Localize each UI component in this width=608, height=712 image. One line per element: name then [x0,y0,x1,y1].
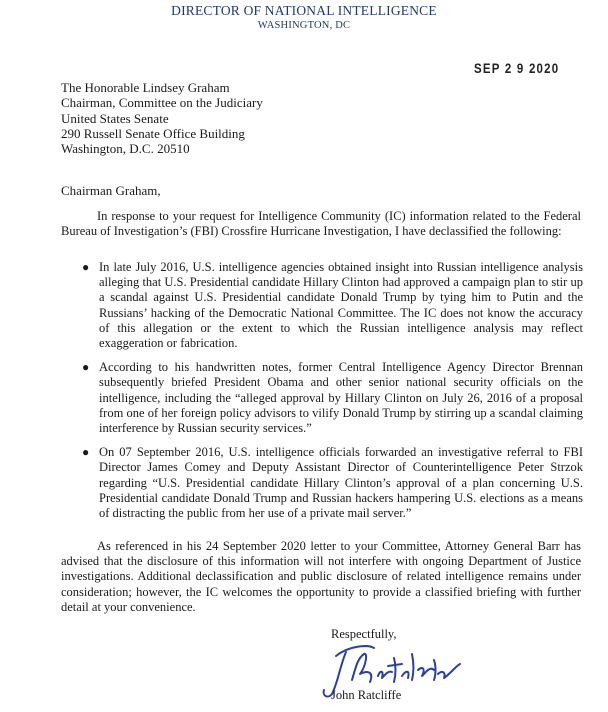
letterhead [0,3,608,32]
list-item [82,445,583,521]
bullet-icon: ● [82,445,90,460]
declassified-list [82,260,583,530]
list-item-text: In late July 2016, U.S. intelligence agencies obtained insight into Russian intelligence analysis alleging that U.S. Presidential candidate Hillary Clinton had approved a campaign plan to stir up a scandal against U.S. Presidential candidate Donald Trump by tying him to Putin and the Russians’ hacking of the Democratic National Committee. The IC does not know the accuracy of this allegation or the extent to which the Russian intelligence analysis may reflect exaggeration or fabrication. [99,260,583,351]
salutation: Chairman Graham, [61,183,161,198]
list-item [82,260,583,351]
list-item [82,360,583,436]
list-item-text: On 07 September 2016, U.S. intelligence officials forwarded an investigative referral to FBI Director James Comey and Deputy Assistant Director of Counterintelligence Peter Strzok regarding “U.S. Presidential candidate Hillary Clinton’s approval of a plan concerning U.S. Presidential candidate Donald Trump and Russian hackers hampering U.S. elections as a means of distracting the public from her use of a private mail server.” [99,445,583,521]
sign-off: Respectfully, [331,627,397,641]
recipient-organization: United States Senate [61,110,169,126]
date-stamp: SEP 2 9 2020 [474,60,560,76]
letterhead-title: DIRECTOR OF NATIONAL INTELLIGENCE [171,3,437,18]
bullet-icon: ● [82,360,90,375]
recipient-city: Washington, D.C. 20510 [61,141,190,157]
bullet-icon: ● [82,260,90,274]
intro-paragraph: In response to your request for Intelligence Community (IC) information related to the Federal Bureau of Investigation’s (FBI) Crossfire Hurricane Investigation, I have declassified the following: [61,209,581,239]
list-item-text: According to his handwritten notes, former Central Intelligence Agency Director Brennan subsequently briefed President Obama and other senior national security officials on the intelligence, including the “alleged approval by Hillary Clinton on July 26, 2016 of a proposal from one of her foreign policy advisors to vilify Donald Trump by stirring up a scandal claiming interference by Russian security services.” [99,360,583,436]
recipient-title: Chairman, Committee on the Judiciary [61,95,263,111]
letterhead-location: WASHINGTON, DC [257,20,351,31]
closing-paragraph: As referenced in his 24 September 2020 letter to your Committee, Attorney General Barr has advised that the disclosure of this information will not interfere with ongoing Department of Justice investigations. Additional declassification and public disclosure of related intelligence remains under consideration; however, the IC welcomes the opportunity to provide a classified briefing with further detail at your convenience. [61,539,581,614]
recipient-address [61,80,263,156]
recipient-name: The Honorable Lindsey Graham [61,80,230,95]
signer-name: John Ratcliffe [331,688,402,702]
recipient-street: 290 Russell Senate Office Building [61,125,245,141]
